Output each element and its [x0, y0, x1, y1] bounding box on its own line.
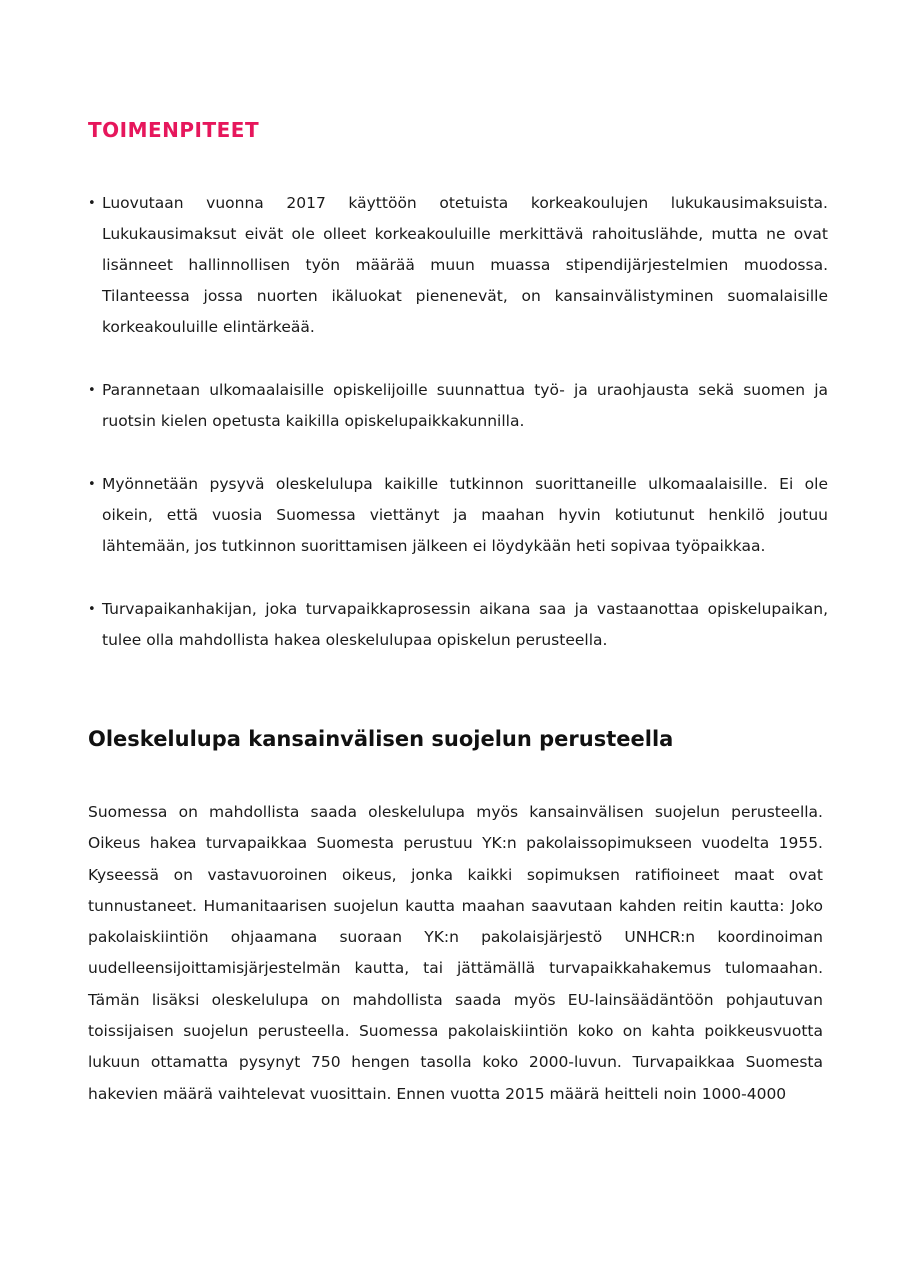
- body-paragraph: Suomessa on mahdollista saada oleskelulupa myös kansainvälisen suojelun perusteella. Oikeus hakea turvapaikkaa Suomesta perustuu YK:n pakolaissopimukseen vuodelta 1955. Kyseessä on vastavuoroinen oikeus, jonka kaikki sopimuksen ratifioineet maat ovat tunnustaneet. Humanitaarisen suojelun kautta maahan saavutaan kahden reitin kautta: Joko pakolaiskiintiön ohjaamana suoraan YK:n pakolaisjärjestö UNHCR:n koordinoiman uudelleensijoittamisjärjestelmän kautta, tai jättämällä turvapaikkahakemus tulomaahan. Tämän lisäksi oleskelulupa on mahdollista saada myös EU-lainsäädäntöön pohjautuvan toissijaisen suojelun perusteella. Suomessa pakolaiskiintiön koko on kahta poikkeusvuotta lukuun ottamatta pysynyt 750 hengen tasolla koko 2000-luvun. Turvapaikkaa Suomesta hakevien määrä vaihtelevat vuosittain. Ennen vuotta 2015 määrä heitteli noin 1000-4000: [88, 803, 823, 1103]
- section-heading: TOIMENPITEET: [88, 118, 260, 142]
- list-item: • Myönnetään pysyvä oleskelulupa kaikille tutkinnon suorittaneille ulkomaalaisille. Ei ole oikein, että vuosia Suomessa viettänyt ja maahan hyvin kotiutunut henkilö joutuu lähtemään, jos tutkinnon suorittamisen jälkeen ei löydykään heti sopivaa työpaikkaa.: [88, 469, 828, 562]
- list-item: • Luovutaan vuonna 2017 käyttöön otetuista korkeakoulujen lukukausimaksuista. Lukukausimaksut eivät ole olleet korkeakouluille merkittävä rahoituslähde, mutta ne ovat lisänneet hallinnollisen työn määrää muun muassa stipendijärjestelmien muodossa. Tilanteessa jossa nuorten ikäluokat pienenevät, on kansainvälistyminen suomalaisille korkeakouluille elintärkeää.: [88, 188, 828, 343]
- list-item: • Parannetaan ulkomaalaisille opiskelijoille suunnattua työ- ja uraohjausta sekä suomen ja ruotsin kielen opetusta kaikilla opiskelupaikkakunnilla.: [88, 375, 828, 437]
- list-item: • Turvapaikanhakijan, joka turvapaikkaprosessin aikana saa ja vastaanottaa opiskelupaikan, tulee olla mahdollista hakea oleskelulupaa opiskelun perusteella.: [88, 594, 828, 656]
- subheading: Oleskelulupa kansainvälisen suojelun perusteella: [88, 727, 674, 751]
- measures-list: [88, 188, 828, 688]
